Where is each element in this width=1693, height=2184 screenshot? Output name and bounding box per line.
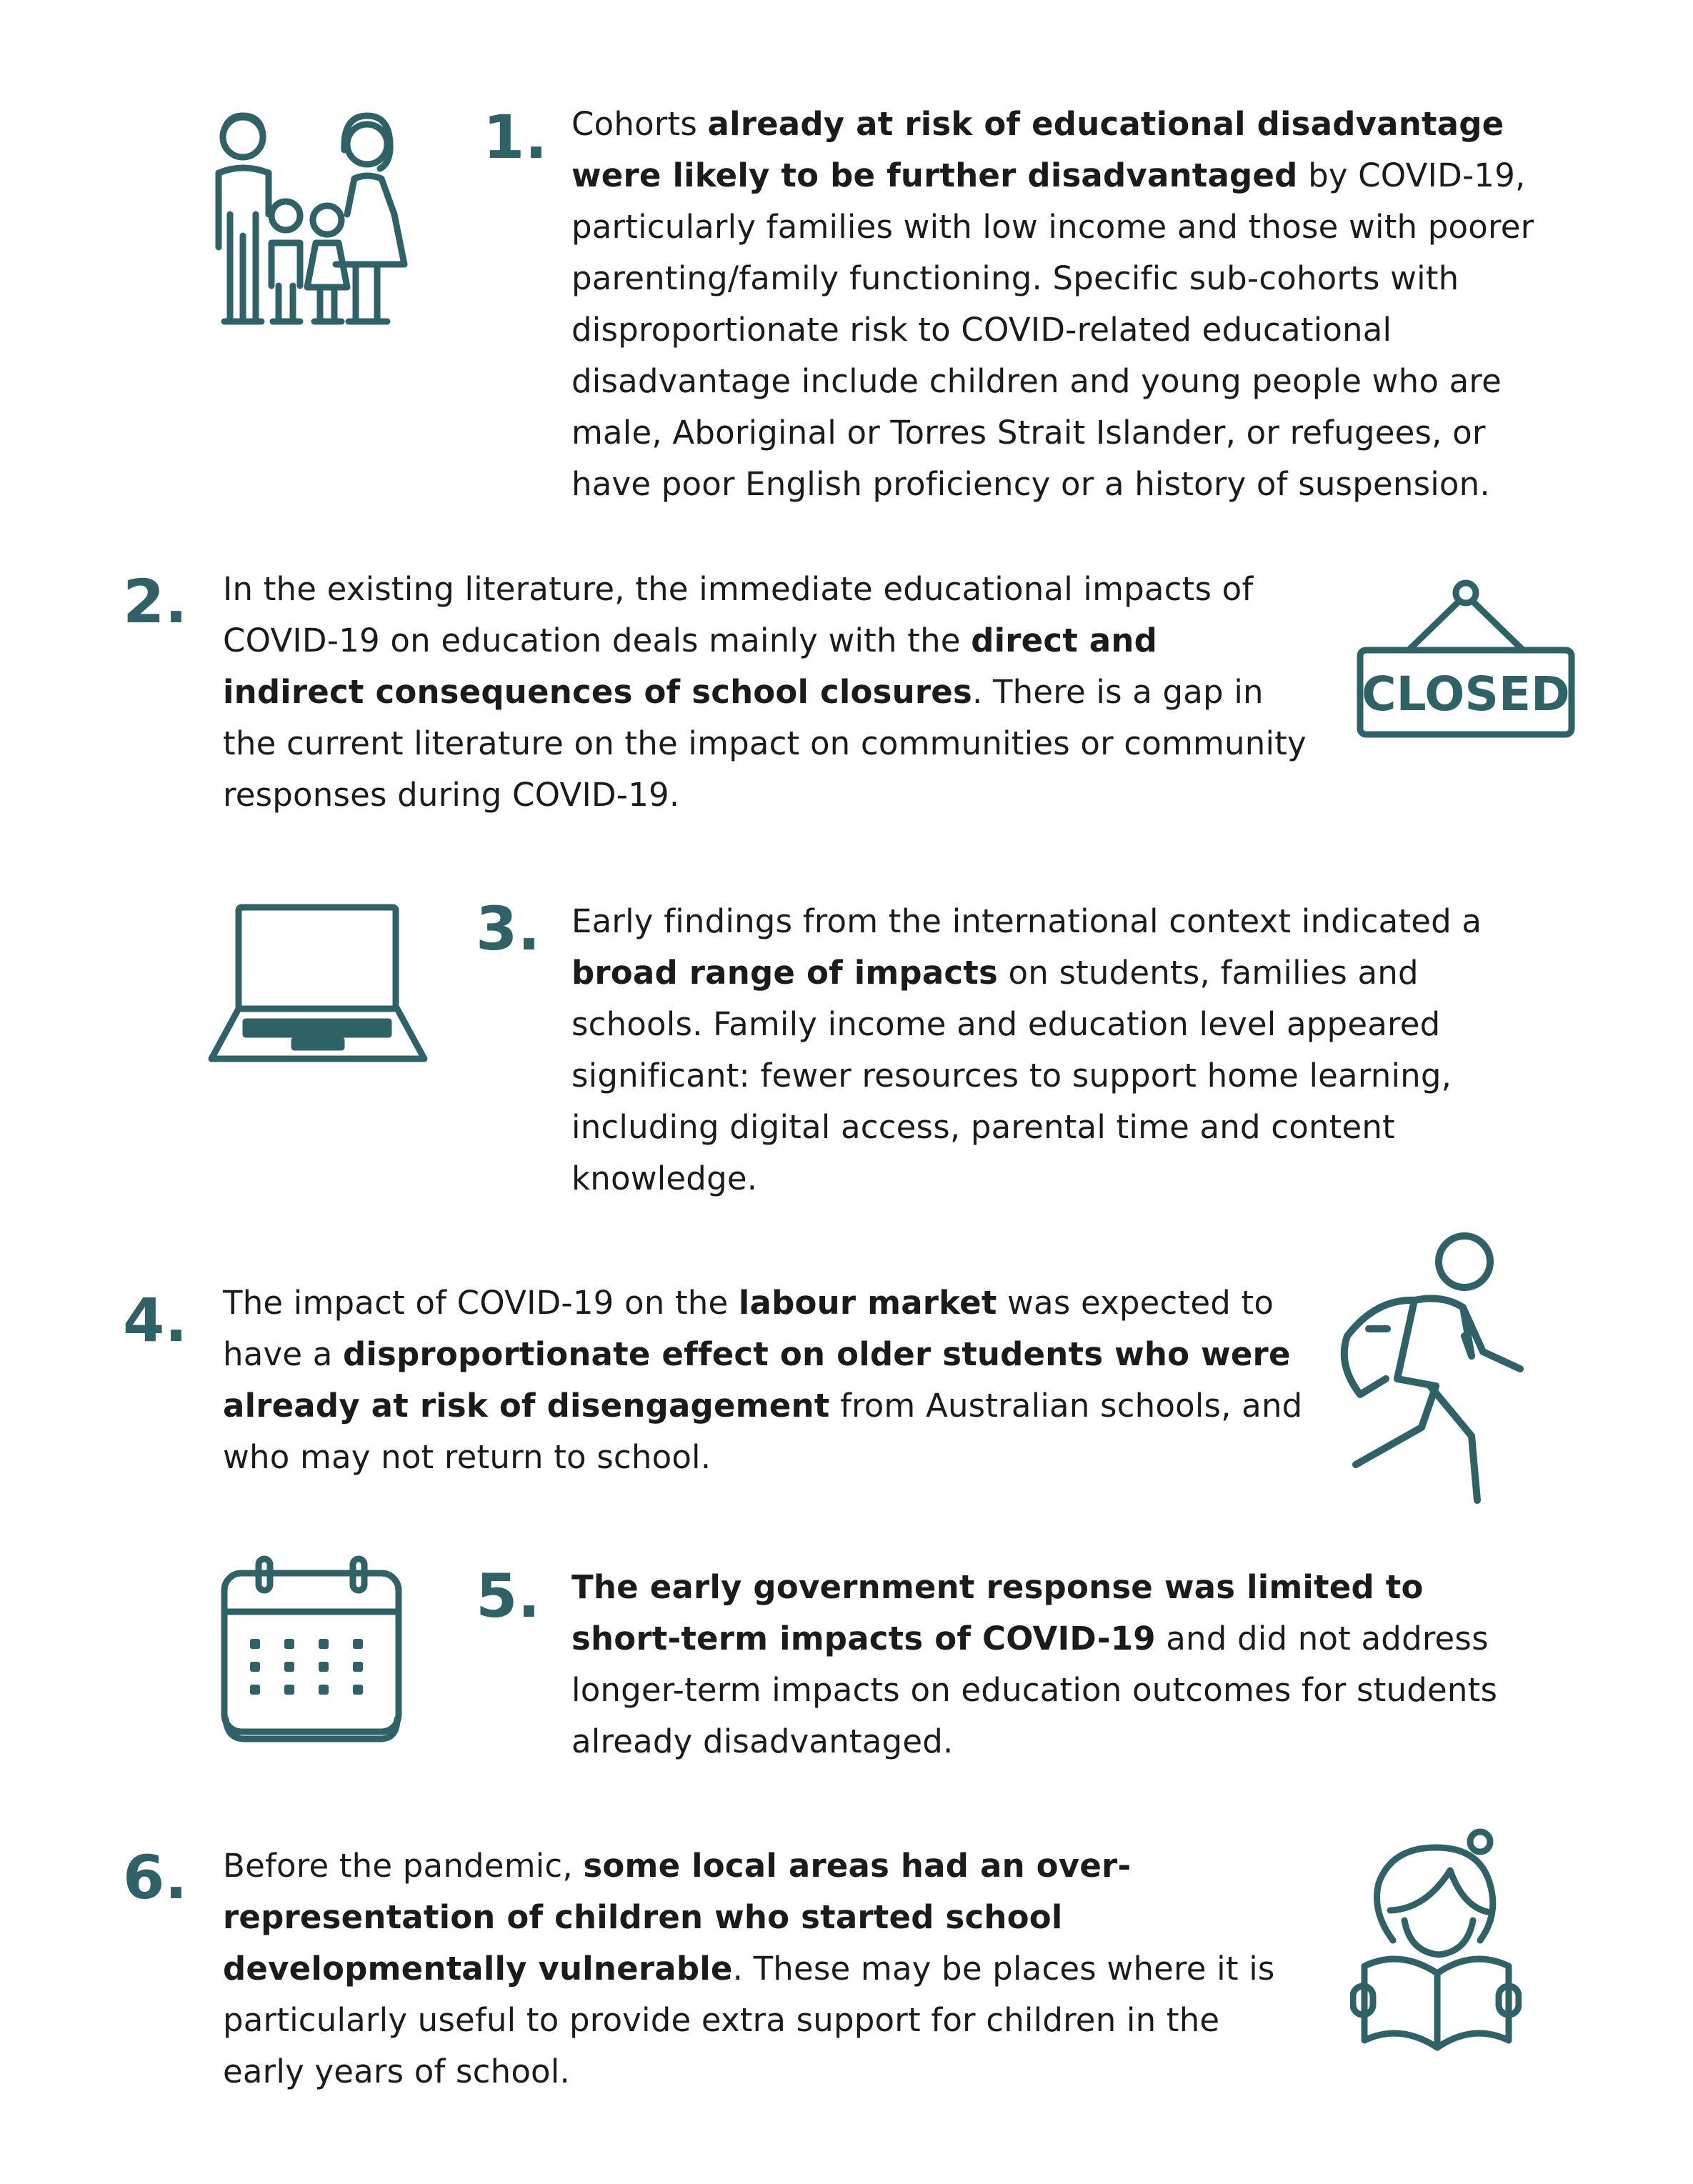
item-2-highlight: direct and indirect consequences of school closures (223, 622, 1158, 711)
item-1-number: 1. (483, 102, 548, 172)
item-2-segment: . There is a gap in the current literature on the impact on communities or community responses during COVID-19. (223, 673, 1307, 814)
item-6-text (223, 1840, 1309, 2098)
child-reading-icon (1350, 1826, 1522, 2055)
item-2-segment: In the existing literature, the immediate educational impacts of COVID-19 on education deals mainly with the (223, 570, 1254, 659)
item-1-highlight: already at risk of educational disadvantage were likely to be further disadvantaged (571, 105, 1504, 194)
item-4-number: 4. (123, 1285, 188, 1355)
item-6-highlight: some local areas had an over-representation of children who started school developmentally vulnerable (223, 1847, 1132, 1988)
item-2-number: 2. (123, 567, 188, 637)
item-3-highlight: broad range of impacts (571, 954, 998, 992)
family-icon (201, 107, 416, 336)
item-5-number: 5. (476, 1561, 541, 1631)
item-4-text (223, 1277, 1309, 1483)
item-4-segment: The impact of COVID-19 on the (223, 1284, 739, 1322)
student-walking-icon (1336, 1229, 1543, 1515)
item-5-text (571, 1562, 1543, 1767)
item-6-segment: Before the pandemic, (223, 1847, 584, 1885)
closed-sign-icon (1354, 577, 1577, 742)
item-3-segment: on students, families and schools. Family income and education level appeared significant: fewer resources to support home learning, including digital access, parental time and content knowledge. (571, 954, 1452, 1197)
closed-sign-text: CLOSED (1362, 667, 1570, 722)
item-1-segment: Cohorts (571, 105, 708, 143)
item-4-highlight: disproportionate effect on older students who were already at risk of disengagement (223, 1335, 1291, 1425)
laptop-icon (207, 902, 429, 1066)
item-4-segment: from Australian schools, and who may not return to school. (223, 1387, 1303, 1476)
item-5-segment: and did not address longer-term impacts on education outcomes for students already disadvantaged. (571, 1620, 1498, 1760)
item-1-text (571, 99, 1543, 510)
calendar-icon (219, 1555, 404, 1743)
item-1-segment: by COVID-19, particularly families with low income and those with poorer parenting/family functioning. Specific sub-cohorts with disproportionate risk to COVID-related educational disadvantage include children and young people who are male, Aboriginal or Torres Strait Islander, or refugees, or have poor English proficiency or a history of suspension. (571, 156, 1534, 503)
item-2-text (223, 564, 1309, 821)
item-3-number: 3. (476, 894, 541, 964)
item-4-highlight: labour market (738, 1284, 997, 1322)
item-3-segment: Early findings from the international context indicated a (571, 902, 1482, 940)
item-5-highlight: The early government response was limited to short-term impacts of COVID-19 (571, 1568, 1424, 1657)
item-4-segment: was expected to have a (223, 1284, 1274, 1373)
item-3-text (571, 896, 1543, 1205)
item-6-number: 6. (123, 1843, 188, 1913)
item-6-segment: . These may be places where it is particularly useful to provide extra support for children in the early years of school. (223, 1950, 1275, 2090)
